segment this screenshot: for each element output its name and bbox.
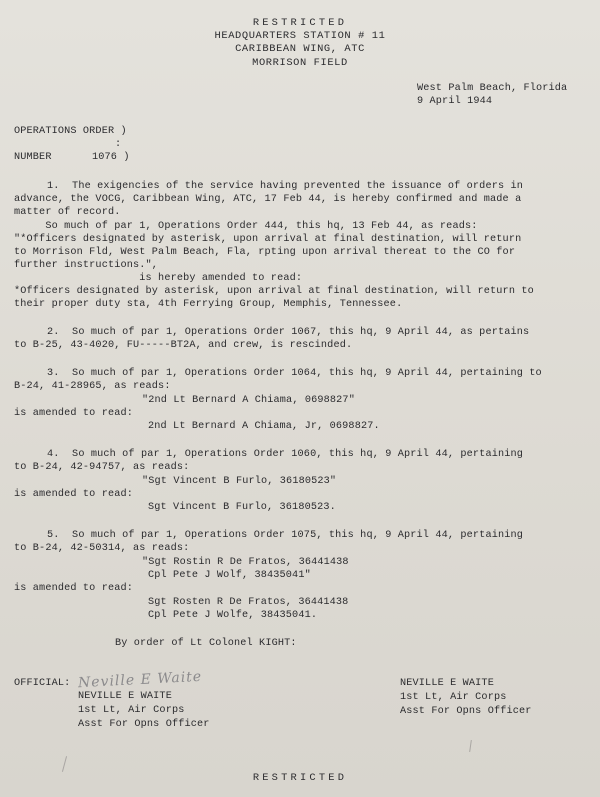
official-rank: 1st Lt, Air Corps [78,705,185,716]
par1-line: So much of par 1, Operations Order 444, this hq, 13 Feb 44, as reads: [14,221,478,232]
pencil-mark [469,740,472,752]
par1-line: advance, the VOCG, Caribbean Wing, ATC, 17 Feb 44, is hereby confirmed and made a [14,194,522,205]
signer-rank: 1st Lt, Air Corps [400,692,507,703]
par4-quoted: "Sgt Vincent B Furlo, 36180523" [142,476,337,487]
order-number-label: NUMBER [14,152,52,163]
par5-amended: Sgt Rosten R De Fratos, 36441438 [148,597,349,608]
par4-line: to B-24, 42-94757, as reads: [14,462,190,473]
par3-line: is amended to read: [14,408,134,419]
par2-line: to B-25, 43-4020, FU-----BT2A, and crew, is rescinded. [14,340,353,351]
header-line-2: CARIBBEAN WING, ATC [235,43,365,55]
classification-bottom: RESTRICTED [252,772,348,784]
official-title: Asst For Opns Officer [78,719,210,730]
par2-line: 2. So much of par 1, Operations Order 1067, this hq, 9 April 44, as pertains [47,327,530,338]
par4-line: 4. So much of par 1, Operations Order 1060, this hq, 9 April 44, pertaining [47,449,524,460]
par1-line: is hereby amended to read: [14,273,303,284]
par1-line: "*Officers designated by asterisk, upon arrival at final destination, will return [14,234,522,245]
par3-line: 3. So much of par 1, Operations Order 1064, this hq, 9 April 44, pertaining to [47,368,542,379]
par1-line: *Officers designated by asterisk, upon arrival at final destination, will return to [14,286,534,297]
par1-line: 1. The exigencies of the service having prevented the issuance of orders in [47,181,524,192]
par5-line: is amended to read: [14,583,134,594]
par1-line: further instructions.", [14,260,159,271]
by-order-line: By order of Lt Colonel KIGHT: [115,638,297,649]
par5-quoted: "Sgt Rostin R De Fratos, 36441438 [142,557,349,568]
date: 9 April 1944 [417,96,493,107]
par4-amended: Sgt Vincent B Furlo, 36180523. [148,502,336,513]
par4-line: is amended to read: [14,489,134,500]
par5-line: to B-24, 42-50314, as reads: [14,543,190,554]
header-line-3: MORRISON FIELD [252,57,348,69]
par5-amended: Cpl Pete J Wolfe, 38435041. [148,610,318,621]
pencil-mark [62,756,67,772]
par3-amended: 2nd Lt Bernard A Chiama, Jr, 0698827. [148,421,380,432]
par3-line: B-24, 41-28965, as reads: [14,381,171,392]
par1-line: their proper duty sta, 4th Ferrying Group, Memphis, Tennessee. [14,299,403,310]
signer-name: NEVILLE E WAITE [400,678,494,689]
classification-top: RESTRICTED [252,17,348,29]
signer-title: Asst For Opns Officer [400,706,532,717]
par1-line: to Morrison Fld, West Palm Beach, Fla, rpting upon arrival thereat to the CO for [14,247,516,258]
par5-line: 5. So much of par 1, Operations Order 1075, this hq, 9 April 44, pertaining [47,530,524,541]
par3-quoted: "2nd Lt Bernard A Chiama, 0698827" [142,395,355,406]
order-number-value: 1076 ) [92,152,130,163]
par5-quoted: Cpl Pete J Wolf, 38435041" [148,570,311,581]
order-colon: : [115,139,122,150]
order-title: OPERATIONS ORDER ) [14,126,127,137]
par1-line: matter of record. [14,207,121,218]
official-label: OFFICIAL: [14,678,71,689]
handwritten-signature: Neville E Waite [77,668,203,692]
place: West Palm Beach, Florida [417,83,568,94]
official-name: NEVILLE E WAITE [78,691,172,702]
header-line-1: HEADQUARTERS STATION # 11 [214,30,386,42]
